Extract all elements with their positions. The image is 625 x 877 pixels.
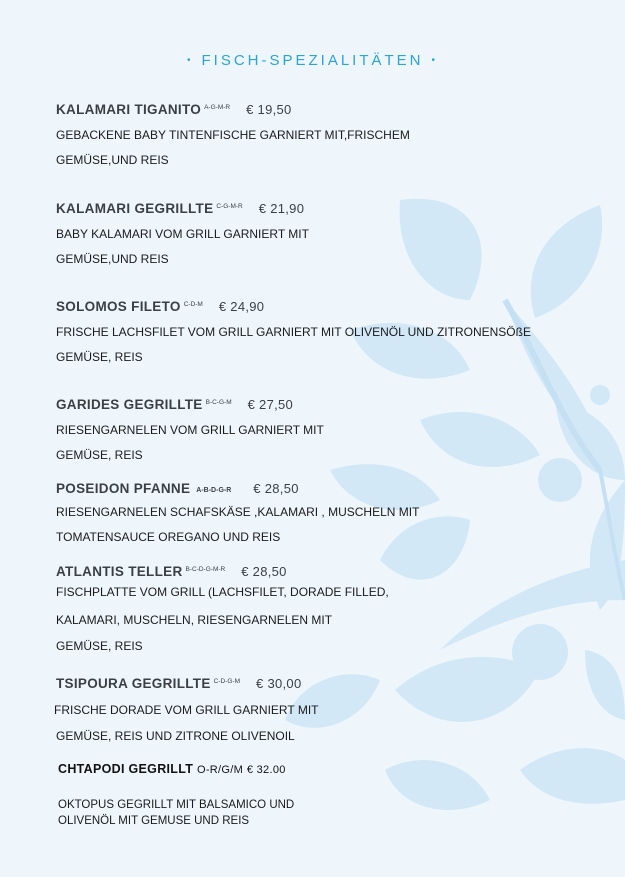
menu-item-description: FISCHPLATTE VOM GRILL (LACHSFILET, DORADE FILLED, bbox=[56, 585, 389, 599]
allergen-codes: B-C-D-G-M-R bbox=[185, 566, 226, 573]
menu-item bbox=[56, 564, 576, 653]
menu-item-price: € 28,50 bbox=[241, 564, 287, 579]
menu-item-heading bbox=[56, 676, 576, 691]
menu-item bbox=[56, 481, 576, 544]
menu-item bbox=[54, 676, 576, 743]
menu-item-name: ATLANTIS TELLER bbox=[56, 564, 183, 579]
menu-item-description: OKTOPUS GEGRILLT MIT BALSAMICO UND bbox=[58, 799, 295, 811]
menu-item bbox=[58, 762, 578, 827]
menu-item-description: GEMÜSE, REIS bbox=[56, 448, 143, 462]
menu-item-description: GEMÜSE, REIS bbox=[56, 639, 143, 653]
menu-item-name: SOLOMOS FILETO bbox=[56, 299, 181, 314]
menu-item-heading bbox=[56, 299, 576, 314]
menu-item-price: € 27,50 bbox=[247, 397, 294, 412]
allergen-codes: C-G-M-R bbox=[216, 203, 243, 210]
title-dot-right: • bbox=[431, 55, 439, 66]
title-text: FISCH-SPEZIALITÄTEN bbox=[201, 52, 424, 69]
menu-item-name: GARIDES GEGRILLTE bbox=[56, 397, 203, 412]
menu-item-heading bbox=[58, 762, 578, 776]
menu-item-name: TSIPOURA GEGRILLTE bbox=[56, 676, 211, 691]
menu-item-price: € 32.00 bbox=[246, 764, 286, 776]
menu-item-heading bbox=[56, 564, 576, 579]
menu-item-description: GEMÜSE,UND REIS bbox=[56, 153, 169, 167]
menu-item-description: TOMATENSAUCE OREGANO UND REIS bbox=[56, 530, 281, 544]
menu-item-name: CHTAPODI GEGRILLT bbox=[58, 762, 194, 776]
menu-item-price: € 19,50 bbox=[246, 102, 292, 117]
menu-item-description: FRISCHE DORADE VOM GRILL GARNIERT MIT bbox=[54, 703, 319, 717]
menu-item-heading bbox=[56, 481, 576, 496]
menu-item-description: RIESENGARNELEN SCHAFSKÄSE ,KALAMARI , MUSCHELN MIT bbox=[56, 505, 420, 519]
menu-item-description: OLIVENÖL MIT GEMUSE UND REIS bbox=[58, 815, 250, 827]
allergen-codes: A-B-D-G-R bbox=[196, 487, 232, 494]
menu-item-description: RIESENGARNELEN VOM GRILL GARNIERT MIT bbox=[56, 423, 324, 437]
menu-item-description: GEMÜSE, REIS UND ZITRONE OLIVENOIL bbox=[56, 729, 295, 743]
menu-item bbox=[56, 102, 576, 167]
menu-item-name: KALAMARI TIGANITO bbox=[56, 102, 202, 117]
menu-item-name: POSEIDON PFANNE bbox=[56, 481, 191, 496]
menu-item-price: € 24,90 bbox=[218, 299, 265, 314]
menu-item-description: GEMÜSE, REIS bbox=[56, 350, 143, 364]
menu-item-description: BABY KALAMARI VOM GRILL GARNIERT MIT bbox=[56, 227, 309, 241]
title-dot-left: • bbox=[186, 55, 194, 66]
menu-item-heading bbox=[56, 397, 576, 412]
menu-item bbox=[56, 397, 576, 462]
menu-item-description: FRISCHE LACHSFILET VOM GRILL GARNIERT MIT OLIVENÖL UND ZITRONENSÖßE bbox=[56, 325, 531, 339]
menu-item-description: KALAMARI, MUSCHELN, RIESENGARNELEN MIT bbox=[56, 613, 333, 627]
allergen-codes: A-G-M-R bbox=[204, 104, 231, 111]
menu-item-description: GEBACKENE BABY TINTENFISCHE GARNIERT MIT,FRISCHEM bbox=[56, 128, 410, 142]
allergen-codes: C-D-M bbox=[183, 301, 203, 308]
allergen-codes: B-C-G-M bbox=[205, 399, 232, 406]
menu-item-price: € 30,00 bbox=[256, 676, 302, 691]
page-title bbox=[0, 52, 625, 69]
menu-item-price: € 28,50 bbox=[253, 481, 299, 496]
menu-item bbox=[56, 201, 576, 266]
menu-item bbox=[56, 299, 576, 364]
menu-item-heading bbox=[56, 102, 576, 117]
allergen-codes: C-D-G-M bbox=[213, 678, 241, 685]
menu-item-description: GEMÜSE,UND REIS bbox=[56, 252, 169, 266]
menu-item-price: € 21,90 bbox=[258, 201, 305, 216]
allergen-codes: O-R/G/M bbox=[196, 764, 244, 776]
menu-item-name: KALAMARI GEGRILLTE bbox=[56, 201, 214, 216]
menu-item-heading bbox=[56, 201, 576, 216]
